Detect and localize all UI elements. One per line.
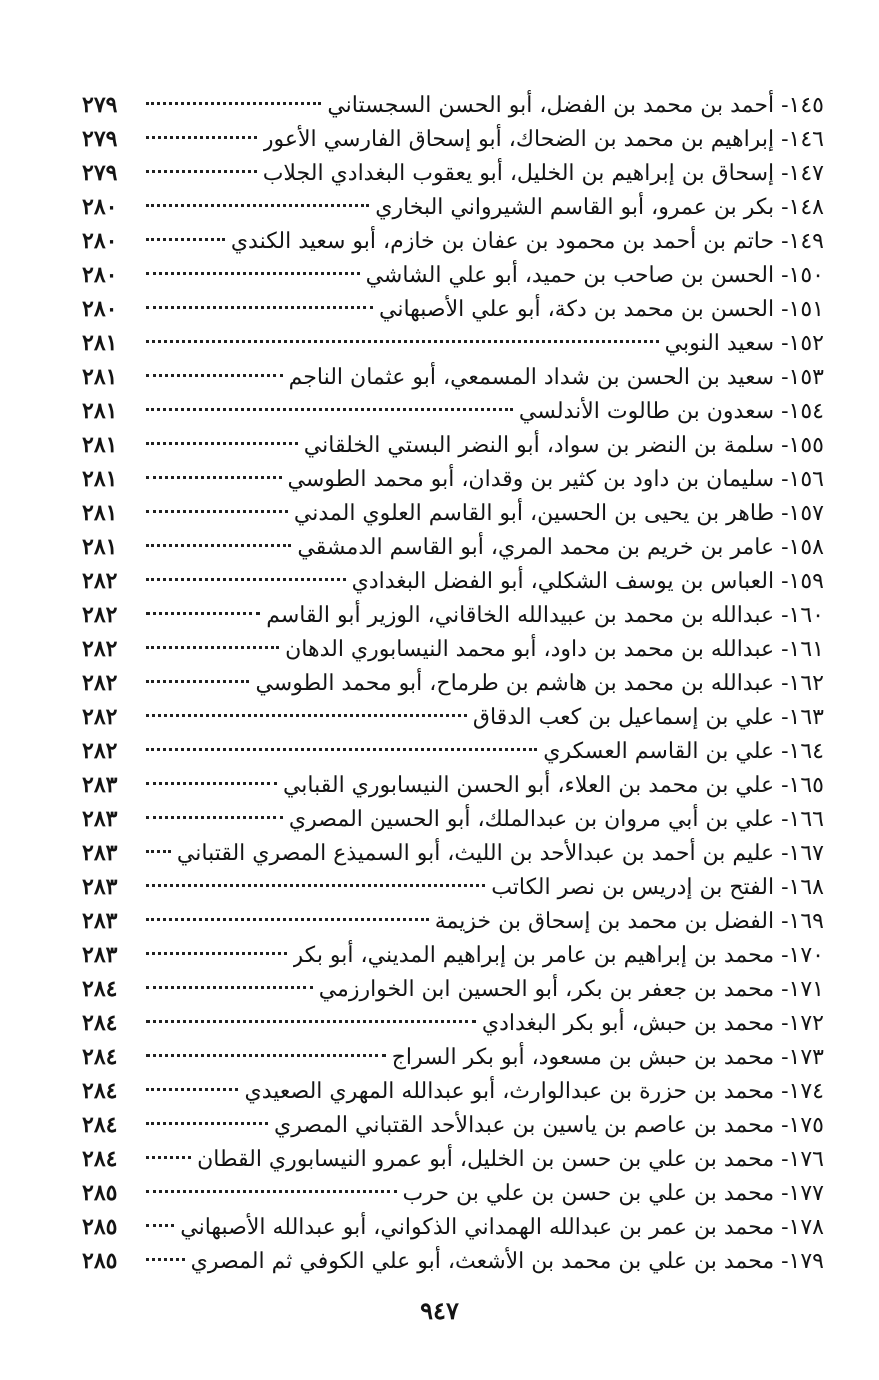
dot-leader [146, 1224, 174, 1227]
toc-entry [82, 1108, 824, 1142]
entry-title: ١٥٢- سعيد النوبي [664, 331, 824, 356]
entry-title: ١٤٨- بكر بن عمرو، أبو القاسم الشيرواني البخاري [375, 195, 824, 220]
entry-page-number: ٢٧٩ [82, 126, 118, 152]
entry-title: ١٦٥- علي بن محمد بن العلاء، أبو الحسن النيسابوري القبابي [282, 773, 824, 798]
entry-page-number: ٢٨٥ [82, 1248, 118, 1274]
entry-title: ١٧٨- محمد بن عمر بن عبدالله الهمداني الذكواني، أبو عبدالله الأصبهاني [180, 1215, 824, 1240]
dot-leader [146, 986, 313, 989]
toc-entry [82, 394, 824, 428]
entry-page-number: ٢٨٣ [82, 806, 118, 832]
entry-title: ١٧١- محمد بن جعفر بن بكر، أبو الحسين ابن الخوارزمي [318, 977, 824, 1002]
entry-page-number: ٢٨٢ [82, 704, 118, 730]
dot-leader [146, 782, 277, 785]
entry-page-number: ٢٨٤ [82, 1010, 118, 1036]
dot-leader [146, 612, 260, 615]
dot-leader [146, 238, 225, 241]
entry-title: ١٦٢- عبدالله بن محمد بن هاشم بن طرماح، أبو محمد الطوسي [255, 671, 824, 696]
dot-leader [146, 646, 279, 649]
table-of-contents [82, 88, 824, 1278]
entry-page-number: ٢٨٣ [82, 908, 118, 934]
entry-title: ١٤٧- إسحاق بن إبراهيم بن الخليل، أبو يعقوب البغدادي الجلاب [262, 161, 824, 186]
entry-page-number: ٢٨٤ [82, 1044, 118, 1070]
entry-page-number: ٢٨٤ [82, 1112, 118, 1138]
dot-leader [146, 1190, 397, 1193]
entry-title: ١٥٨- عامر بن خريم بن محمد المري، أبو القاسم الدمشقي [297, 535, 824, 560]
entry-title: ١٥٥- سلمة بن النضر بن سواد، أبو النضر البستي الخلقاني [303, 433, 824, 458]
entry-page-number: ٢٨٢ [82, 636, 118, 662]
entry-page-number: ٢٨٣ [82, 772, 118, 798]
entry-title: ١٧٣- محمد بن حبش بن مسعود، أبو بكر السراج [391, 1045, 824, 1070]
entry-title: ١٥١- الحسن بن محمد بن دكة، أبو علي الأصبهاني [378, 297, 824, 322]
entry-page-number: ٢٧٩ [82, 92, 118, 118]
entry-page-number: ٢٨١ [82, 432, 118, 458]
toc-entry [82, 428, 824, 462]
entry-page-number: ٢٨١ [82, 534, 118, 560]
dot-leader [146, 748, 537, 751]
entry-page-number: ٢٨٠ [82, 296, 118, 322]
toc-entry [82, 1244, 824, 1278]
dot-leader [146, 204, 369, 207]
toc-entry [82, 122, 824, 156]
entry-page-number: ٢٨٥ [82, 1180, 118, 1206]
entry-page-number: ٢٨٤ [82, 976, 118, 1002]
entry-page-number: ٢٨٢ [82, 602, 118, 628]
dot-leader [146, 442, 298, 445]
toc-entry [82, 666, 824, 700]
entry-page-number: ٢٨٢ [82, 670, 118, 696]
toc-entry [82, 870, 824, 904]
toc-entry [82, 1176, 824, 1210]
entry-title: ١٧٠- محمد بن إبراهيم بن عامر بن إبراهيم المديني، أبو بكر [292, 943, 824, 968]
dot-leader [146, 102, 321, 105]
dot-leader [146, 272, 360, 275]
entry-title: ١٥٤- سعدون بن طالوت الأندلسي [518, 399, 824, 424]
toc-entry [82, 598, 824, 632]
entry-title: ١٧٢- محمد بن حبش، أبو بكر البغدادي [481, 1011, 824, 1036]
dot-leader [146, 1258, 185, 1261]
entry-page-number: ٢٨٢ [82, 738, 118, 764]
entry-page-number: ٢٧٩ [82, 160, 118, 186]
dot-leader [146, 544, 291, 547]
dot-leader [146, 408, 513, 411]
dot-leader [146, 476, 282, 479]
entry-page-number: ٢٨٤ [82, 1078, 118, 1104]
toc-entry [82, 1142, 824, 1176]
toc-entry [82, 190, 824, 224]
dot-leader [146, 680, 249, 683]
dot-leader [146, 884, 485, 887]
toc-entry [82, 1210, 824, 1244]
entry-page-number: ٢٨٣ [82, 874, 118, 900]
entry-page-number: ٢٨١ [82, 398, 118, 424]
dot-leader [146, 1054, 386, 1057]
entry-title: ١٦١- عبدالله بن محمد بن داود، أبو محمد النيسابوري الدهان [285, 637, 824, 662]
dot-leader [146, 510, 288, 513]
dot-leader [146, 714, 467, 717]
toc-entry [82, 1006, 824, 1040]
toc-entry [82, 496, 824, 530]
entry-title: ١٦٦- علي بن أبي مروان بن عبدالملك، أبو الحسين المصري [288, 807, 824, 832]
toc-entry [82, 258, 824, 292]
entry-title: ١٦٨- الفتح بن إدريس بن نصر الكاتب [491, 875, 824, 900]
entry-title: ١٤٦- إبراهيم بن محمد بن الضحاك، أبو إسحاق الفارسي الأعور [262, 127, 824, 152]
toc-entry [82, 700, 824, 734]
dot-leader [146, 816, 283, 819]
entry-title: ١٦٩- الفضل بن محمد بن إسحاق بن خزيمة [434, 909, 824, 934]
entry-title: ١٥٣- سعيد بن الحسن بن شداد المسمعي، أبو عثمان الناجم [288, 365, 824, 390]
toc-entry [82, 462, 824, 496]
toc-entry [82, 802, 824, 836]
dot-leader [146, 1088, 238, 1091]
entry-page-number: ٢٨٠ [82, 262, 118, 288]
entry-title: ١٥٩- العباس بن يوسف الشكلي، أبو الفضل البغدادي [351, 569, 824, 594]
toc-entry [82, 972, 824, 1006]
entry-page-number: ٢٨٥ [82, 1214, 118, 1240]
dot-leader [146, 1020, 476, 1023]
toc-entry [82, 156, 824, 190]
toc-entry [82, 904, 824, 938]
dot-leader [146, 170, 257, 173]
toc-entry [82, 1074, 824, 1108]
entry-title: ١٧٧- محمد بن علي بن حسن بن علي بن حرب [402, 1181, 824, 1206]
entry-page-number: ٢٨٠ [82, 228, 118, 254]
entry-title: ١٧٥- محمد بن عاصم بن ياسين بن عبدالأحد القتباني المصري [274, 1113, 824, 1138]
entry-title: ١٥٦- سليمان بن داود بن كثير بن وقدان، أبو محمد الطوسي [287, 467, 824, 492]
entry-page-number: ٢٨٢ [82, 568, 118, 594]
entry-title: ١٦٤- علي بن القاسم العسكري [543, 739, 824, 764]
dot-leader [146, 1122, 268, 1125]
dot-leader [146, 1156, 191, 1159]
toc-entry [82, 88, 824, 122]
dot-leader [146, 374, 283, 377]
toc-entry [82, 938, 824, 972]
entry-page-number: ٢٨١ [82, 466, 118, 492]
entry-title: ١٦٣- علي بن إسماعيل بن كعب الدقاق [472, 705, 824, 730]
entry-title: ١٦٠- عبدالله بن محمد بن عبيدالله الخاقاني، الوزير أبو القاسم [266, 603, 824, 628]
entry-title: ١٤٥- أحمد بن محمد بن الفضل، أبو الحسن السجستاني [327, 93, 824, 118]
entry-page-number: ٢٨١ [82, 364, 118, 390]
entry-page-number: ٢٨٣ [82, 840, 118, 866]
toc-entry [82, 734, 824, 768]
entry-title: ١٧٤- محمد بن حزرة بن عبدالوارث، أبو عبدالله المهري الصعيدي [244, 1079, 824, 1104]
toc-entry [82, 292, 824, 326]
entry-page-number: ٢٨٣ [82, 942, 118, 968]
toc-entry [82, 836, 824, 870]
toc-entry [82, 564, 824, 598]
dot-leader [146, 306, 373, 309]
entry-page-number: ٢٨١ [82, 330, 118, 356]
dot-leader [146, 952, 287, 955]
entry-page-number: ٢٨٤ [82, 1146, 118, 1172]
dot-leader [146, 136, 257, 139]
toc-entry [82, 530, 824, 564]
entry-title: ١٥٠- الحسن بن صاحب بن حميد، أبو علي الشاشي [365, 263, 824, 288]
dot-leader [146, 340, 659, 343]
entry-title: ١٧٦- محمد بن علي بن حسن بن الخليل، أبو عمرو النيسابوري القطان [197, 1147, 824, 1172]
dot-leader [146, 578, 346, 581]
dot-leader [146, 850, 171, 853]
toc-entry [82, 224, 824, 258]
entry-page-number: ٢٨١ [82, 500, 118, 526]
entry-title: ١٤٩- حاتم بن أحمد بن محمود بن عفان بن خازم، أبو سعيد الكندي [230, 229, 824, 254]
page-number: ٩٤٧ [420, 1296, 459, 1325]
entry-title: ١٥٧- طاهر بن يحيى بن الحسين، أبو القاسم العلوي المدني [293, 501, 824, 526]
toc-entry [82, 360, 824, 394]
entry-title: ١٧٩- محمد بن علي بن محمد بن الأشعث، أبو علي الكوفي ثم المصري [190, 1249, 824, 1274]
entry-page-number: ٢٨٠ [82, 194, 118, 220]
toc-entry [82, 768, 824, 802]
entry-title: ١٦٧- عليم بن أحمد بن عبدالأحد بن الليث، أبو السميذع المصري القتباني [176, 841, 824, 866]
toc-entry [82, 1040, 824, 1074]
toc-entry [82, 326, 824, 360]
toc-entry [82, 632, 824, 666]
dot-leader [146, 918, 429, 921]
